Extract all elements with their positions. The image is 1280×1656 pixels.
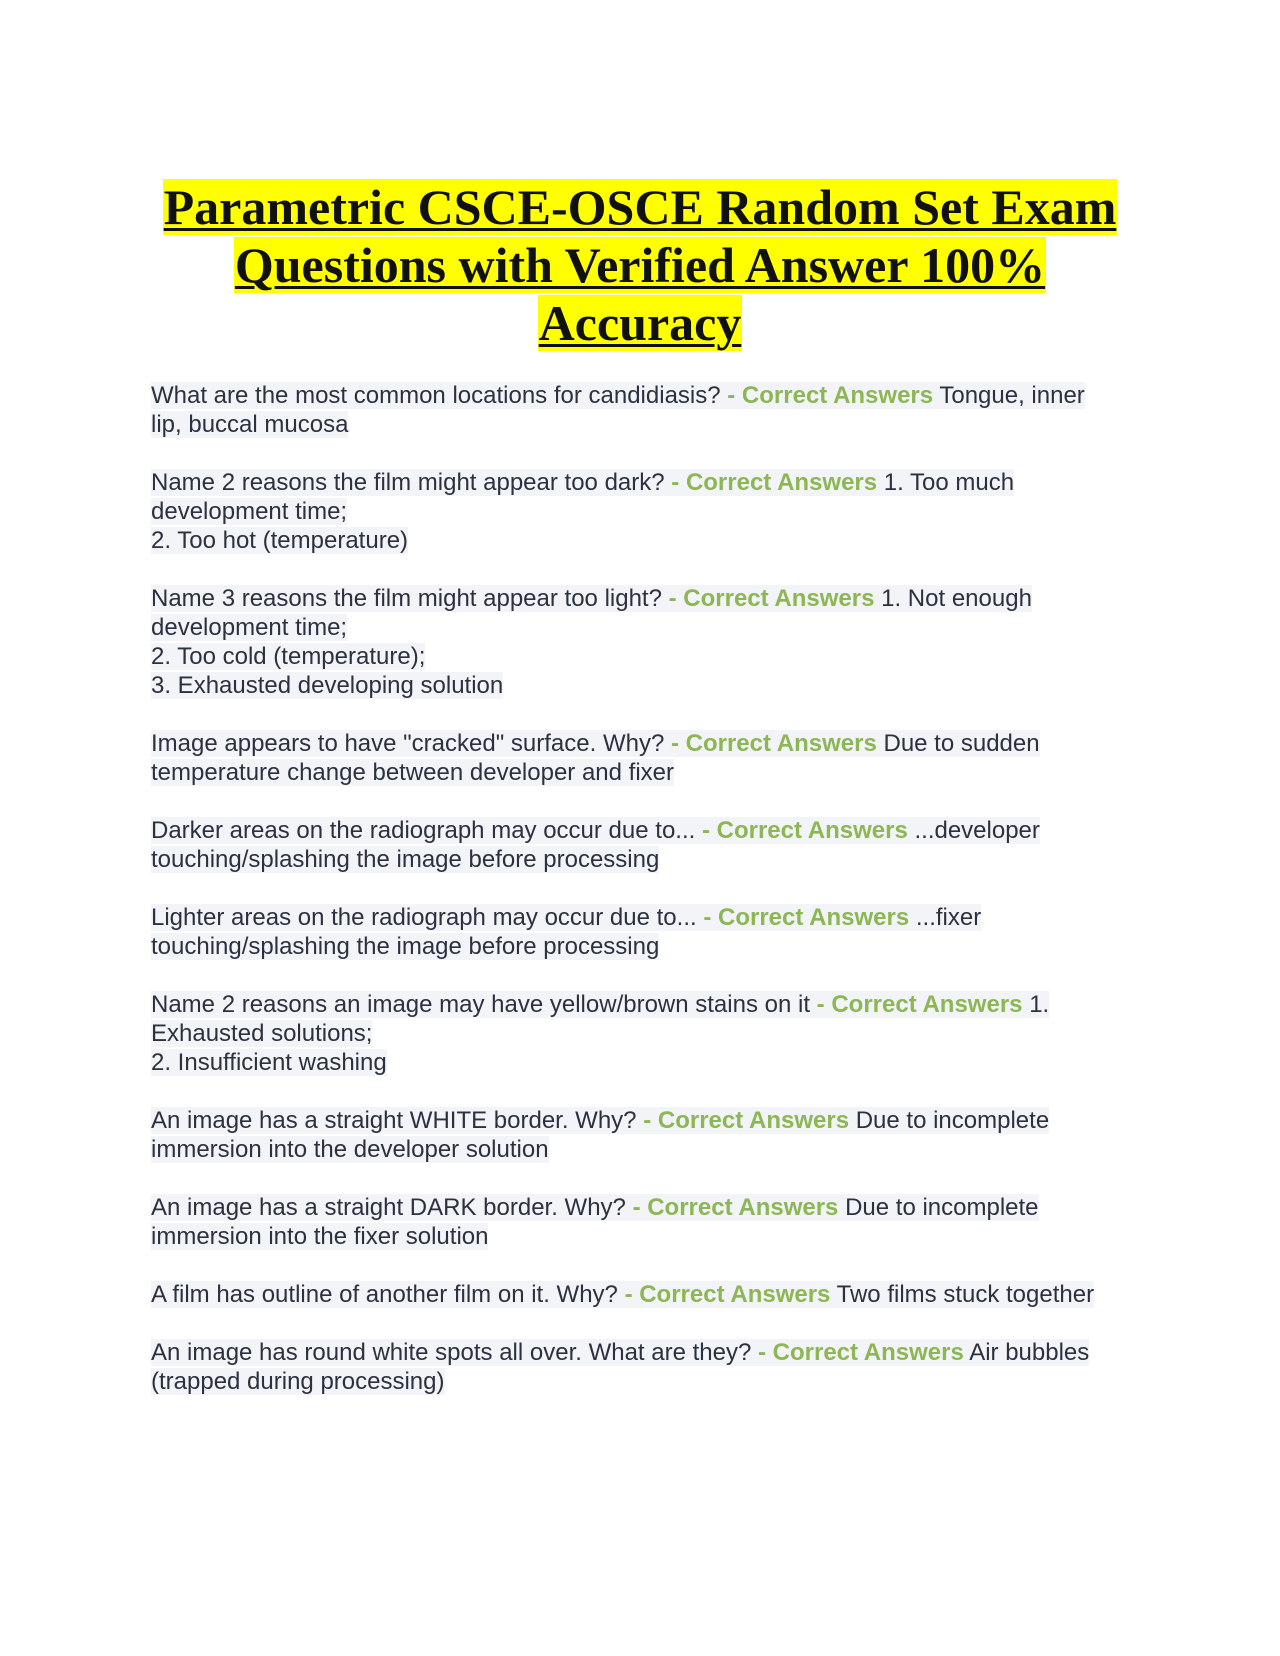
qa-first-line (151, 990, 1101, 1048)
correct-answers-label: - Correct Answers (624, 1281, 831, 1308)
qa-first-line (151, 1193, 1101, 1251)
answer-text: 2. Too hot (temperature) (151, 527, 409, 554)
question-text: An image has round white spots all over. What are they? (151, 1339, 752, 1366)
qa-first-line (151, 381, 1101, 439)
question-text: A film has outline of another film on it. Why? (151, 1281, 618, 1308)
qa-item (151, 903, 1101, 961)
correct-answers-label: - Correct Answers (701, 817, 908, 844)
qa-text (151, 1107, 1049, 1163)
correct-answers-label: - Correct Answers (671, 469, 878, 496)
qa-first-line (151, 468, 1101, 526)
qa-first-line (151, 1280, 1101, 1309)
correct-answers-label: - Correct Answers (758, 1339, 964, 1366)
question-text: Image appears to have "cracked" surface. Why? (151, 730, 665, 757)
qa-text (151, 730, 1040, 786)
question-text: Lighter areas on the radiograph may occur due to... (151, 904, 697, 931)
correct-answers-label: - Correct Answers (816, 991, 1023, 1018)
qa-item (151, 1193, 1101, 1251)
answer-text: 2. Insufficient washing (151, 1049, 387, 1076)
qa-item (151, 468, 1101, 555)
correct-answers-label: - Correct Answers (632, 1194, 839, 1221)
qa-text (151, 1194, 1039, 1250)
answer-line (151, 1048, 1101, 1077)
qa-item (151, 816, 1101, 874)
qa-text (151, 991, 1049, 1047)
qa-text (151, 817, 1040, 873)
correct-answers-label: - Correct Answers (727, 382, 934, 409)
qa-first-line (151, 729, 1101, 787)
correct-answers-label: - Correct Answers (703, 904, 910, 931)
answer-text: Tongue, inner lip, buccal mucosa (151, 382, 1085, 438)
qa-first-line (151, 584, 1101, 642)
question-text: Name 2 reasons the film might appear too dark? (151, 469, 665, 496)
answer-text: Due to incomplete immersion into the fixer solution (151, 1194, 1039, 1250)
question-text: An image has a straight DARK border. Why? (151, 1194, 626, 1221)
answer-text: ...fixer touching/splashing the image before processing (151, 904, 982, 960)
document-title (140, 178, 1140, 352)
answer-text: 3. Exhausted developing solution (151, 672, 504, 699)
answer-line (151, 671, 1101, 700)
correct-answers-label: - Correct Answers (643, 1107, 850, 1134)
title-line: Parametric CSCE-OSCE Random Set Exam (163, 179, 1117, 235)
answer-text: Due to sudden temperature change between developer and fixer (151, 730, 1040, 786)
answer-line (151, 642, 1101, 671)
answer-text: 2. Too cold (temperature); (151, 643, 426, 670)
answer-text: 1. Not enough development time; (151, 585, 1032, 641)
title-line: Questions with Verified Answer 100% (234, 237, 1046, 293)
answer-text: Due to incomplete immersion into the developer solution (151, 1107, 1050, 1163)
qa-item (151, 1280, 1101, 1309)
answer-text: ...developer touching/splashing the image before processing (151, 817, 1040, 873)
question-text: Name 2 reasons an image may have yellow/brown stains on it (151, 991, 810, 1018)
title-line: Accuracy (538, 295, 742, 351)
answer-text: 1. Too much development time; (151, 469, 1015, 525)
qa-text (151, 1281, 1094, 1308)
qa-text (151, 382, 1085, 438)
qa-item (151, 990, 1101, 1077)
qa-text (151, 585, 1032, 641)
answer-text: Air bubbles (trapped during processing) (151, 1339, 1090, 1395)
qa-first-line (151, 903, 1101, 961)
qa-item (151, 1338, 1101, 1396)
question-text: An image has a straight WHITE border. Why? (151, 1107, 637, 1134)
qa-item (151, 729, 1101, 787)
qa-text (151, 1339, 1089, 1395)
qa-item (151, 584, 1101, 700)
qa-text (151, 469, 1014, 525)
answer-text: 1. Exhausted solutions; (151, 991, 1050, 1047)
qa-first-line (151, 1338, 1101, 1396)
qa-first-line (151, 1106, 1101, 1164)
qa-item (151, 381, 1101, 439)
question-text: Darker areas on the radiograph may occur due to... (151, 817, 696, 844)
correct-answers-label: - Correct Answers (668, 585, 875, 612)
qa-first-line (151, 816, 1101, 874)
qa-text (151, 904, 981, 960)
qa-item (151, 1106, 1101, 1164)
qa-list (151, 381, 1101, 1425)
answer-line (151, 526, 1101, 555)
question-text: Name 3 reasons the film might appear too light? (151, 585, 662, 612)
answer-text: Two films stuck together (836, 1281, 1095, 1308)
question-text: What are the most common locations for candidiasis? (151, 382, 721, 409)
correct-answers-label: - Correct Answers (670, 730, 877, 757)
